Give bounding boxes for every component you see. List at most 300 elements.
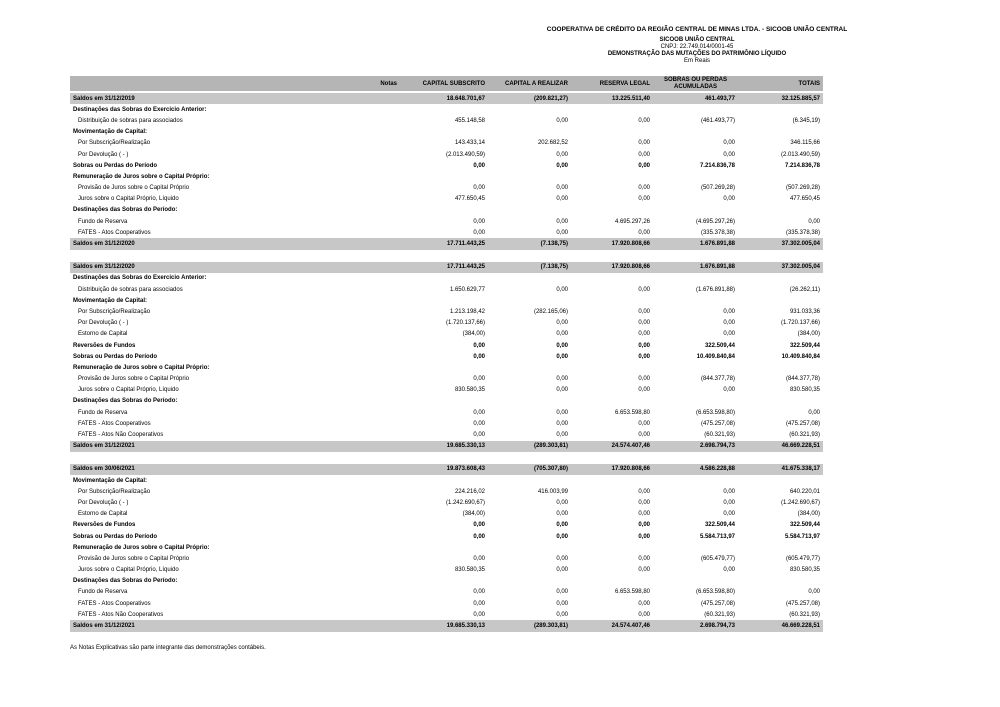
row-value: 0,00 bbox=[723, 488, 735, 495]
column-header-capital-a-realizar: CAPITAL A REALIZAR bbox=[488, 76, 571, 92]
table-row bbox=[70, 553, 823, 564]
row-nota bbox=[355, 407, 400, 418]
row-label: Remuneração de Juros sobre o Capital Próprio: bbox=[73, 173, 210, 180]
row-value: (384,00) bbox=[797, 331, 820, 338]
row-value: 0,00 bbox=[556, 555, 568, 562]
row-value: (475.257,08) bbox=[700, 420, 735, 427]
row-value: 0,00 bbox=[638, 320, 650, 327]
row-value: 1.676.891,88 bbox=[653, 238, 738, 249]
row-value bbox=[571, 576, 653, 587]
row-value: 477.650,45 bbox=[789, 196, 820, 203]
row-nota bbox=[355, 284, 400, 295]
row-value: 416.003,99 bbox=[537, 488, 568, 495]
row-value: 17.920.808,66 bbox=[571, 262, 653, 273]
row-value: 461.493,77 bbox=[653, 92, 738, 104]
row-value: (6.345,19) bbox=[792, 117, 820, 124]
row-value: 0,00 bbox=[556, 342, 568, 349]
row-value: 0,00 bbox=[473, 589, 485, 596]
row-value: 0,00 bbox=[556, 162, 568, 169]
table-row bbox=[70, 362, 823, 373]
row-value: 0,00 bbox=[638, 162, 650, 169]
row-nota bbox=[355, 542, 400, 553]
row-value: (6.653.598,80) bbox=[695, 409, 735, 416]
row-value bbox=[571, 362, 653, 373]
row-value bbox=[400, 205, 488, 216]
row-value bbox=[400, 475, 488, 486]
row-value bbox=[571, 542, 653, 553]
table-row bbox=[70, 127, 823, 138]
row-value: 931.033,36 bbox=[789, 308, 820, 315]
row-label: Destinações das Sobras do Período: bbox=[73, 578, 178, 585]
row-value bbox=[488, 273, 571, 284]
row-value: 0,00 bbox=[556, 432, 568, 439]
table-row bbox=[70, 160, 823, 171]
row-value: 0,00 bbox=[473, 600, 485, 607]
row-value: (60.321,93) bbox=[704, 432, 735, 439]
row-value: 1.213.198,42 bbox=[449, 308, 485, 315]
row-label: Por Subscrição/Realização bbox=[78, 140, 151, 147]
row-nota bbox=[355, 295, 400, 306]
row-value: 0,00 bbox=[638, 140, 650, 147]
row-value bbox=[738, 127, 823, 138]
row-value: 19.685.330,13 bbox=[400, 620, 488, 631]
row-value: 322.509,44 bbox=[704, 522, 735, 529]
row-value: (705.307,80) bbox=[488, 464, 571, 475]
row-nota bbox=[355, 127, 400, 138]
row-value: (6.653.598,80) bbox=[695, 589, 735, 596]
equity-statement-table bbox=[70, 76, 823, 632]
row-value bbox=[653, 396, 738, 407]
row-label: Destinações das Sobras do Período: bbox=[73, 398, 178, 405]
company-name: COOPERATIVA DE CRÉDITO DA REGIÃO CENTRAL DE MINAS LTDA. - SICOOB UNIÃO CENTRAL bbox=[546, 26, 848, 33]
row-label: Distribuição de sobras para associados bbox=[78, 286, 183, 293]
column-header-capital-subscrito: CAPITAL SUBSCRITO bbox=[400, 76, 488, 92]
row-value: 0,00 bbox=[638, 331, 650, 338]
row-value: 46.669.228,51 bbox=[738, 620, 823, 631]
row-nota bbox=[355, 171, 400, 182]
table-row bbox=[70, 429, 823, 440]
row-value: 0,00 bbox=[808, 218, 820, 225]
row-value: 477.650,45 bbox=[454, 196, 485, 203]
row-value: 455.148,58 bbox=[454, 117, 485, 124]
row-label: Remuneração de Juros sobre o Capital Próprio: bbox=[73, 544, 210, 551]
row-value bbox=[738, 171, 823, 182]
row-label: Destinações das Sobras do Exercício Anterior: bbox=[73, 275, 207, 282]
row-value: 346.115,66 bbox=[790, 140, 820, 147]
row-value: (289.303,81) bbox=[488, 441, 571, 452]
row-value: 6.653.598,80 bbox=[614, 409, 650, 416]
row-value bbox=[400, 396, 488, 407]
row-value: 0,00 bbox=[556, 331, 568, 338]
row-label: Saldos em 31/12/2021 bbox=[70, 620, 355, 631]
table-row bbox=[70, 262, 823, 273]
row-label: FATES - Atos Não Cooperativos bbox=[78, 432, 164, 439]
row-value bbox=[571, 396, 653, 407]
table-row bbox=[70, 205, 823, 216]
row-value bbox=[571, 205, 653, 216]
row-value bbox=[738, 273, 823, 284]
row-value: 322.509,44 bbox=[789, 342, 820, 349]
row-nota bbox=[355, 385, 400, 396]
row-label: Saldos em 31/12/2020 bbox=[70, 238, 355, 249]
row-label: Destinações das Sobras do Exercício Anterior: bbox=[73, 106, 207, 113]
row-nota bbox=[355, 396, 400, 407]
row-value bbox=[653, 273, 738, 284]
row-value: (60.321,93) bbox=[789, 432, 820, 439]
row-value: (605.479,77) bbox=[700, 555, 735, 562]
row-label: Sobras ou Perdas do Período bbox=[73, 162, 158, 169]
row-value: 0,00 bbox=[473, 229, 485, 236]
cnpj: CNPJ: 22.749.014/0001-45 bbox=[660, 44, 734, 50]
table-row bbox=[70, 149, 823, 160]
row-nota bbox=[355, 553, 400, 564]
row-label: Movimentação de Capital: bbox=[73, 477, 148, 484]
row-label: Fundo de Reserva bbox=[78, 589, 128, 596]
row-label: Por Subscrição/Realização bbox=[78, 308, 151, 315]
row-nota bbox=[355, 340, 400, 351]
row-value: 0,00 bbox=[638, 151, 650, 158]
row-value: 0,00 bbox=[556, 353, 568, 360]
row-label: Provisão de Juros sobre o Capital Próprio bbox=[78, 185, 190, 192]
spacer-cell bbox=[70, 452, 823, 464]
row-value: 0,00 bbox=[723, 331, 735, 338]
row-value bbox=[653, 127, 738, 138]
row-nota bbox=[355, 183, 400, 194]
row-value: 0,00 bbox=[638, 342, 650, 349]
row-value bbox=[738, 104, 823, 115]
row-value bbox=[488, 396, 571, 407]
row-value bbox=[738, 542, 823, 553]
row-value: 1.650.629,77 bbox=[449, 286, 485, 293]
row-label: Por Devolução ( - ) bbox=[78, 151, 129, 158]
row-value: 0,00 bbox=[556, 185, 568, 192]
table-row bbox=[70, 216, 823, 227]
row-value: 830.580,35 bbox=[454, 387, 485, 394]
row-value: 0,00 bbox=[638, 196, 650, 203]
row-value: 0,00 bbox=[723, 567, 735, 574]
row-value: 0,00 bbox=[808, 589, 820, 596]
row-value: 0,00 bbox=[638, 432, 650, 439]
row-value bbox=[488, 542, 571, 553]
table-row bbox=[70, 418, 823, 429]
row-value: 0,00 bbox=[638, 533, 650, 540]
row-value: 830.580,35 bbox=[789, 567, 820, 574]
row-label: FATES - Atos Cooperativos bbox=[78, 229, 151, 236]
row-value: 19.873.608,43 bbox=[400, 464, 488, 475]
row-nota bbox=[355, 318, 400, 329]
row-value: 10.409.840,84 bbox=[781, 353, 820, 360]
row-value: 0,00 bbox=[556, 196, 568, 203]
row-value: 0,00 bbox=[723, 308, 735, 315]
row-label: FATES - Atos Cooperativos bbox=[78, 420, 151, 427]
row-value: 0,00 bbox=[723, 320, 735, 327]
row-value bbox=[571, 171, 653, 182]
row-value: 7.214.836,78 bbox=[784, 162, 820, 169]
row-value: (475.257,08) bbox=[785, 420, 820, 427]
table-row bbox=[70, 115, 823, 126]
row-value bbox=[488, 171, 571, 182]
table-row bbox=[70, 284, 823, 295]
row-value: 0,00 bbox=[723, 499, 735, 506]
table-row bbox=[70, 104, 823, 115]
row-nota bbox=[355, 475, 400, 486]
row-nota bbox=[355, 598, 400, 609]
row-label: Sobras ou Perdas do Período bbox=[73, 353, 158, 360]
row-value: 37.302.005,04 bbox=[738, 262, 823, 273]
row-value: 143.433,14 bbox=[454, 140, 485, 147]
row-label: Movimentação de Capital: bbox=[73, 129, 148, 136]
row-value: 46.669.228,51 bbox=[738, 441, 823, 452]
row-value: 224.216,02 bbox=[454, 488, 485, 495]
table-row bbox=[70, 329, 823, 340]
column-header-sobras-ou-perdas: SOBRAS OU PERDAS ACUMULADAS bbox=[653, 76, 738, 92]
row-value: 5.584.713,97 bbox=[784, 533, 820, 540]
row-value bbox=[653, 542, 738, 553]
row-value: (384,00) bbox=[462, 511, 485, 518]
row-value: (507.269,28) bbox=[700, 185, 735, 192]
row-value bbox=[653, 171, 738, 182]
column-header-empty bbox=[70, 76, 355, 92]
row-nota bbox=[355, 262, 400, 273]
row-value: 0,00 bbox=[556, 151, 568, 158]
row-value: 0,00 bbox=[556, 533, 568, 540]
table-row bbox=[70, 620, 823, 631]
table-row bbox=[70, 587, 823, 598]
row-value: 0,00 bbox=[638, 600, 650, 607]
row-value: (475.257,08) bbox=[785, 600, 820, 607]
row-value: 0,00 bbox=[473, 185, 485, 192]
row-value: 1.676.891,88 bbox=[653, 262, 738, 273]
row-label: Por Devolução ( - ) bbox=[78, 499, 129, 506]
table-row bbox=[70, 194, 823, 205]
row-nota bbox=[355, 227, 400, 238]
section-spacer bbox=[70, 452, 823, 464]
row-value: 0,00 bbox=[638, 286, 650, 293]
row-nota bbox=[355, 160, 400, 171]
row-value: 13.225.511,40 bbox=[571, 92, 653, 104]
document-header bbox=[447, 26, 947, 65]
column-header-totais: TOTAIS bbox=[738, 76, 823, 92]
column-header-notas: Notas bbox=[355, 76, 400, 92]
row-value bbox=[653, 104, 738, 115]
row-value: 0,00 bbox=[638, 488, 650, 495]
row-value: 0,00 bbox=[556, 409, 568, 416]
row-label: Estorno de Capital bbox=[78, 331, 128, 338]
row-value: 0,00 bbox=[473, 342, 485, 349]
row-nota bbox=[355, 576, 400, 587]
row-value: 0,00 bbox=[556, 320, 568, 327]
row-value bbox=[738, 295, 823, 306]
row-value: 0,00 bbox=[473, 432, 485, 439]
row-label: Fundo de Reserva bbox=[78, 218, 128, 225]
row-label: Juros sobre o Capital Próprio, Líquido bbox=[78, 196, 179, 203]
row-nota bbox=[355, 441, 400, 452]
row-value bbox=[738, 362, 823, 373]
row-value: 322.509,44 bbox=[704, 342, 735, 349]
row-value: 0,00 bbox=[473, 533, 485, 540]
row-label: Por Subscrição/Realização bbox=[78, 488, 151, 495]
row-nota bbox=[355, 374, 400, 385]
row-value: (282.165,06) bbox=[533, 308, 568, 315]
row-value: (60.321,93) bbox=[704, 611, 735, 618]
table-row bbox=[70, 385, 823, 396]
row-value: (4.695.297,26) bbox=[695, 218, 735, 225]
row-value bbox=[738, 576, 823, 587]
table-row bbox=[70, 374, 823, 385]
table-row bbox=[70, 497, 823, 508]
footnote: As Notas Explicativas são parte integrante das demonstrações contábeis. bbox=[70, 645, 266, 651]
row-value: 0,00 bbox=[556, 286, 568, 293]
row-value: (844.377,78) bbox=[785, 376, 820, 383]
row-value: (60.321,93) bbox=[789, 611, 820, 618]
row-value: 19.685.330,13 bbox=[400, 441, 488, 452]
row-value: 0,00 bbox=[556, 218, 568, 225]
table-row bbox=[70, 183, 823, 194]
table-row bbox=[70, 92, 823, 104]
row-label: Saldos em 31/12/2019 bbox=[70, 92, 355, 104]
row-nota bbox=[355, 149, 400, 160]
row-value: (7.138,75) bbox=[488, 238, 571, 249]
row-value bbox=[653, 576, 738, 587]
row-value: 0,00 bbox=[723, 151, 735, 158]
row-value: 0,00 bbox=[556, 600, 568, 607]
row-value bbox=[653, 295, 738, 306]
table-row bbox=[70, 576, 823, 587]
row-label: Destinações das Sobras do Período: bbox=[73, 207, 178, 214]
row-value: 18.648.701,67 bbox=[400, 92, 488, 104]
row-value: (335.378,38) bbox=[785, 229, 820, 236]
row-value bbox=[400, 542, 488, 553]
row-label: Reversões de Fundos bbox=[73, 342, 136, 349]
row-nota bbox=[355, 306, 400, 317]
row-value: 7.214.836,78 bbox=[699, 162, 735, 169]
row-value: 0,00 bbox=[556, 387, 568, 394]
row-label: Saldos em 30/06/2021 bbox=[70, 464, 355, 475]
row-value: 2.698.794,73 bbox=[653, 441, 738, 452]
row-label: Movimentação de Capital: bbox=[73, 297, 148, 304]
row-value: 830.580,35 bbox=[789, 387, 820, 394]
row-value: 4.695.297,26 bbox=[614, 218, 650, 225]
row-value: 0,00 bbox=[723, 140, 735, 147]
row-value bbox=[400, 362, 488, 373]
row-value: (384,00) bbox=[797, 511, 820, 518]
row-value: (7.138,75) bbox=[488, 262, 571, 273]
row-value bbox=[400, 295, 488, 306]
row-value bbox=[738, 475, 823, 486]
row-value: 24.574.407,46 bbox=[571, 441, 653, 452]
row-value bbox=[738, 205, 823, 216]
row-value: 24.574.407,46 bbox=[571, 620, 653, 631]
row-value: 0,00 bbox=[556, 522, 568, 529]
table-row bbox=[70, 464, 823, 475]
row-value: 640.220,01 bbox=[789, 488, 820, 495]
row-value bbox=[488, 104, 571, 115]
row-label: Estorno de Capital bbox=[78, 511, 128, 518]
row-value: 5.584.713,97 bbox=[699, 533, 735, 540]
row-value: 0,00 bbox=[638, 611, 650, 618]
row-value: 0,00 bbox=[638, 353, 650, 360]
row-value: 322.509,44 bbox=[789, 522, 820, 529]
table-row bbox=[70, 273, 823, 284]
table-row bbox=[70, 598, 823, 609]
row-value: 0,00 bbox=[638, 376, 650, 383]
row-value: (605.479,77) bbox=[785, 555, 820, 562]
row-value: (1.720.137,66) bbox=[445, 320, 485, 327]
row-value bbox=[653, 362, 738, 373]
row-value: 0,00 bbox=[473, 555, 485, 562]
row-value: 0,00 bbox=[473, 611, 485, 618]
row-value: (335.378,38) bbox=[700, 229, 735, 236]
row-value bbox=[571, 127, 653, 138]
row-value: 10.409.840,84 bbox=[696, 353, 735, 360]
row-nota bbox=[355, 620, 400, 631]
row-nota bbox=[355, 486, 400, 497]
row-value: 0,00 bbox=[556, 611, 568, 618]
column-header-reserva-legal: RESERVA LEGAL bbox=[571, 76, 653, 92]
row-value bbox=[488, 475, 571, 486]
row-value bbox=[571, 295, 653, 306]
row-label: Provisão de Juros sobre o Capital Próprio bbox=[78, 555, 190, 562]
row-label: Saldos em 31/12/2021 bbox=[70, 441, 355, 452]
table-row bbox=[70, 542, 823, 553]
row-nota bbox=[355, 104, 400, 115]
row-nota bbox=[355, 531, 400, 542]
row-value bbox=[400, 127, 488, 138]
row-value: 0,00 bbox=[723, 196, 735, 203]
table-row bbox=[70, 351, 823, 362]
row-value: 0,00 bbox=[638, 511, 650, 518]
row-value bbox=[488, 205, 571, 216]
row-value: 0,00 bbox=[473, 162, 485, 169]
row-value: (26.262,11) bbox=[789, 286, 820, 293]
row-label: Distribuição de sobras para associados bbox=[78, 117, 183, 124]
row-value: 17.920.808,66 bbox=[571, 238, 653, 249]
row-value bbox=[488, 362, 571, 373]
row-value: 0,00 bbox=[556, 117, 568, 124]
currency-note: Em Reais bbox=[683, 58, 710, 64]
row-label: Juros sobre o Capital Próprio, Líquido bbox=[78, 387, 179, 394]
row-value bbox=[488, 295, 571, 306]
row-nota bbox=[355, 429, 400, 440]
row-value: 0,00 bbox=[638, 499, 650, 506]
table-row bbox=[70, 318, 823, 329]
row-value: 0,00 bbox=[723, 387, 735, 394]
row-value bbox=[400, 273, 488, 284]
table-row bbox=[70, 520, 823, 531]
row-value: (384,00) bbox=[462, 331, 485, 338]
row-nota bbox=[355, 216, 400, 227]
row-value: 2.698.794,73 bbox=[653, 620, 738, 631]
row-value: 0,00 bbox=[638, 185, 650, 192]
table-row bbox=[70, 486, 823, 497]
row-value bbox=[653, 205, 738, 216]
row-label: Juros sobre o Capital Próprio, Líquido bbox=[78, 567, 179, 574]
row-value: 0,00 bbox=[556, 420, 568, 427]
spacer-cell bbox=[70, 250, 823, 262]
table-header-row bbox=[70, 76, 823, 92]
table-row bbox=[70, 609, 823, 620]
row-nota bbox=[355, 497, 400, 508]
row-nota bbox=[355, 587, 400, 598]
row-label: Provisão de Juros sobre o Capital Próprio bbox=[78, 376, 190, 383]
table-row bbox=[70, 475, 823, 486]
row-value bbox=[400, 104, 488, 115]
row-value: 0,00 bbox=[638, 308, 650, 315]
row-value bbox=[488, 576, 571, 587]
row-nota bbox=[355, 115, 400, 126]
entity-name: SICOOB UNIÃO CENTRAL bbox=[659, 37, 735, 43]
row-label: Fundo de Reserva bbox=[78, 409, 128, 416]
